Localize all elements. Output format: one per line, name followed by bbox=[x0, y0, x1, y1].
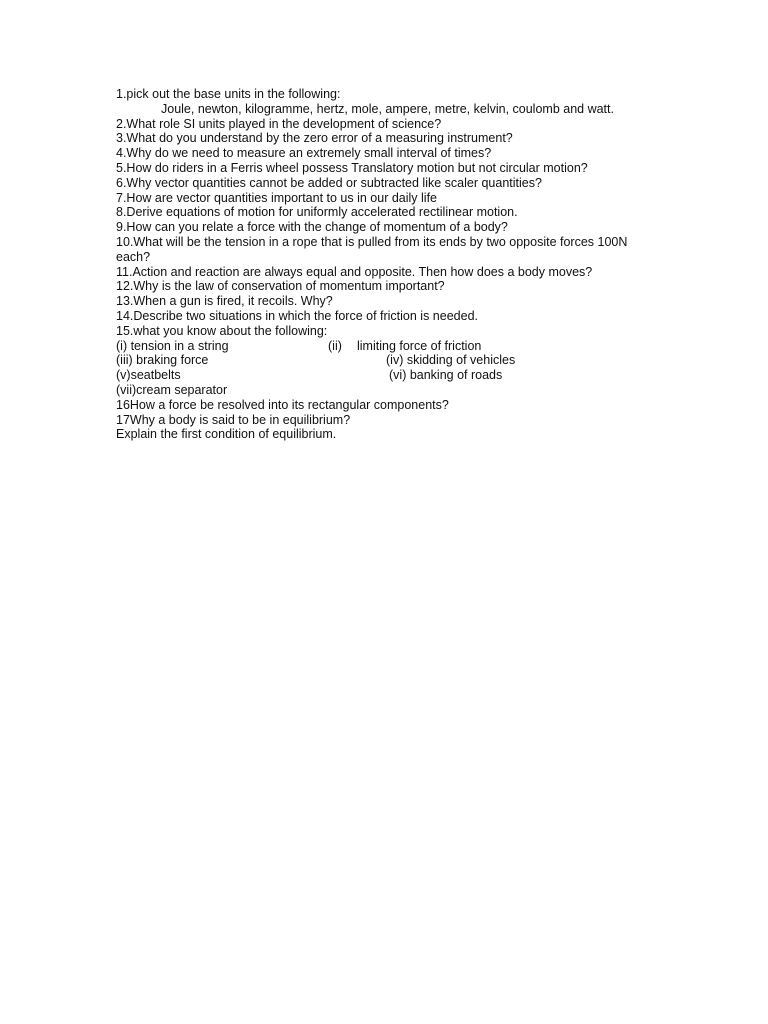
question-4: 4.Why do we need to measure an extremely small interval of times? bbox=[116, 146, 492, 161]
item-v: (v)seatbelts bbox=[116, 368, 181, 383]
question-15: 15.what you know about the following: bbox=[116, 323, 328, 338]
item-ii: limiting force of friction bbox=[357, 338, 482, 353]
question-15-row-2 bbox=[116, 353, 676, 368]
question-7: 7.How are vector quantities important to us in our daily life bbox=[116, 190, 437, 205]
question-15-row-3 bbox=[116, 368, 676, 383]
question-5: 5.How do riders in a Ferris wheel possess Translatory motion but not circular motion? bbox=[116, 160, 588, 175]
question-12: 12.Why is the law of conservation of momentum important? bbox=[116, 279, 445, 294]
question-15-row-1 bbox=[116, 339, 676, 354]
question-1: 1.pick out the base units in the following: bbox=[116, 87, 341, 101]
question-14: 14.Describe two situations in which the force of friction is needed. bbox=[116, 308, 478, 323]
question-8: 8.Derive equations of motion for uniformly accelerated rectilinear motion. bbox=[116, 205, 518, 220]
question-6: 6.Why vector quantities cannot be added or subtracted like scaler quantities? bbox=[116, 175, 542, 190]
question-10: 10.What will be the tension in a rope that is pulled from its ends by two opposite forces 100N each? bbox=[116, 234, 628, 264]
item-vii: (vii)cream separator bbox=[116, 382, 228, 397]
question-17-followup: Explain the first condition of equilibrium. bbox=[116, 427, 337, 442]
question-3: 3.What do you understand by the zero error of a measuring instrument? bbox=[116, 131, 513, 146]
question-13: 13.When a gun is fired, it recoils. Why? bbox=[116, 294, 333, 309]
question-9: 9.How can you relate a force with the change of momentum of a body? bbox=[116, 220, 508, 235]
question-16: 16How a force be resolved into its rectangular components? bbox=[116, 397, 449, 412]
question-17: 17Why a body is said to be in equilibrium? bbox=[116, 412, 351, 427]
item-ii-number: (ii) bbox=[328, 338, 342, 353]
question-list bbox=[116, 87, 676, 442]
item-iv: (iv) skidding of vehicles bbox=[386, 353, 516, 368]
question-2: 2.What role SI units played in the development of science? bbox=[116, 116, 442, 131]
question-11: 11.Action and reaction are always equal and opposite. Then how does a body moves? bbox=[116, 264, 593, 279]
item-i: (i) tension in a string bbox=[116, 338, 229, 353]
question-1-units: Joule, newton, kilogramme, hertz, mole, ampere, metre, kelvin, coulomb and watt. bbox=[161, 101, 614, 116]
item-iii: (iii) braking force bbox=[116, 353, 209, 368]
item-vi: (vi) banking of roads bbox=[389, 368, 503, 383]
